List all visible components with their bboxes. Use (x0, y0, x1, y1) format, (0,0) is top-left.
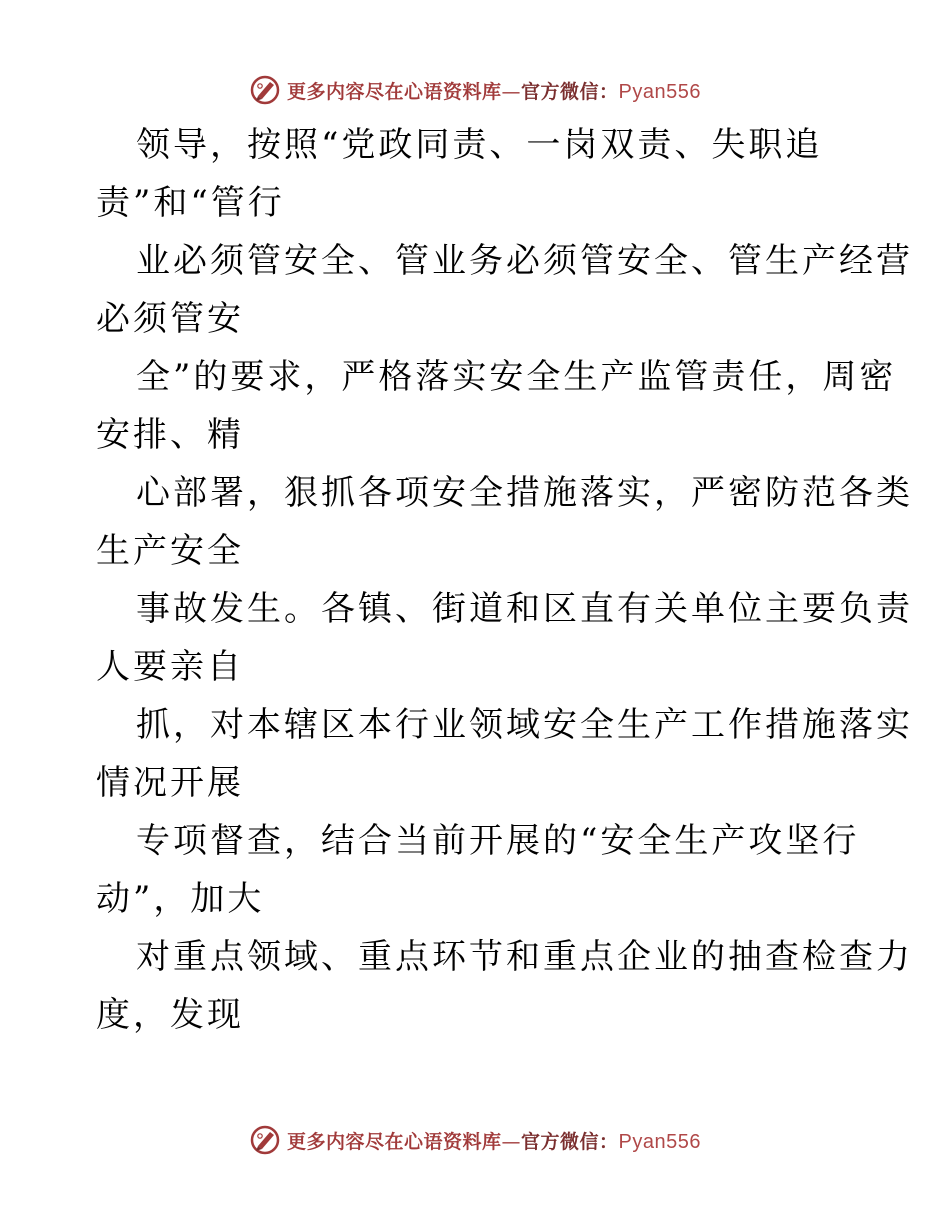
pen-logo-icon (249, 74, 281, 106)
banner-site-text: 更多内容尽在心语资料库 (287, 80, 502, 103)
text-line: 安排、精 (96, 415, 244, 455)
text-line: 必须管安 (96, 299, 244, 339)
text-line: 全”的要求，严格落实安全生产监管责任，周密 (136, 357, 897, 397)
banner-wechat-label: 官方微信： (521, 80, 619, 103)
text-line: 度，发现 (96, 995, 244, 1035)
banner-wechat-id: Pyan556 (618, 80, 701, 103)
text-line: 抓，对本辖区本行业领域安全生产工作措施落实 (136, 705, 913, 745)
text-line: 责”和“管行 (96, 183, 285, 223)
text-line: 人要亲自 (96, 647, 244, 687)
text-line: 专项督查，结合当前开展的“安全生产攻坚行 (136, 821, 860, 861)
banner-wechat-label: 官方微信： (521, 1130, 619, 1153)
text-line: 动”，加大 (96, 879, 265, 919)
text-line: 情况开展 (96, 763, 244, 803)
banner-wechat-id: Pyan556 (618, 1130, 701, 1153)
text-line: 业必须管安全、管业务必须管安全、管生产经营 (136, 241, 913, 281)
text-line: 生产安全 (96, 531, 244, 571)
banner-separator: — (501, 1130, 522, 1153)
text-line: 对重点领域、重点环节和重点企业的抽查检查力 (136, 937, 913, 977)
banner-site-text: 更多内容尽在心语资料库 (287, 1130, 502, 1153)
document-body (96, 116, 913, 1044)
header-banner (0, 70, 950, 110)
pen-logo-icon (249, 1124, 281, 1156)
text-line: 领导，按照“党政同责、一岗双责、失职追 (136, 125, 823, 165)
text-line: 事故发生。各镇、街道和区直有关单位主要负责 (136, 589, 913, 629)
text-line: 心部署，狠抓各项安全措施落实，严密防范各类 (136, 473, 913, 513)
footer-banner (0, 1120, 950, 1160)
banner-separator: — (501, 80, 522, 103)
